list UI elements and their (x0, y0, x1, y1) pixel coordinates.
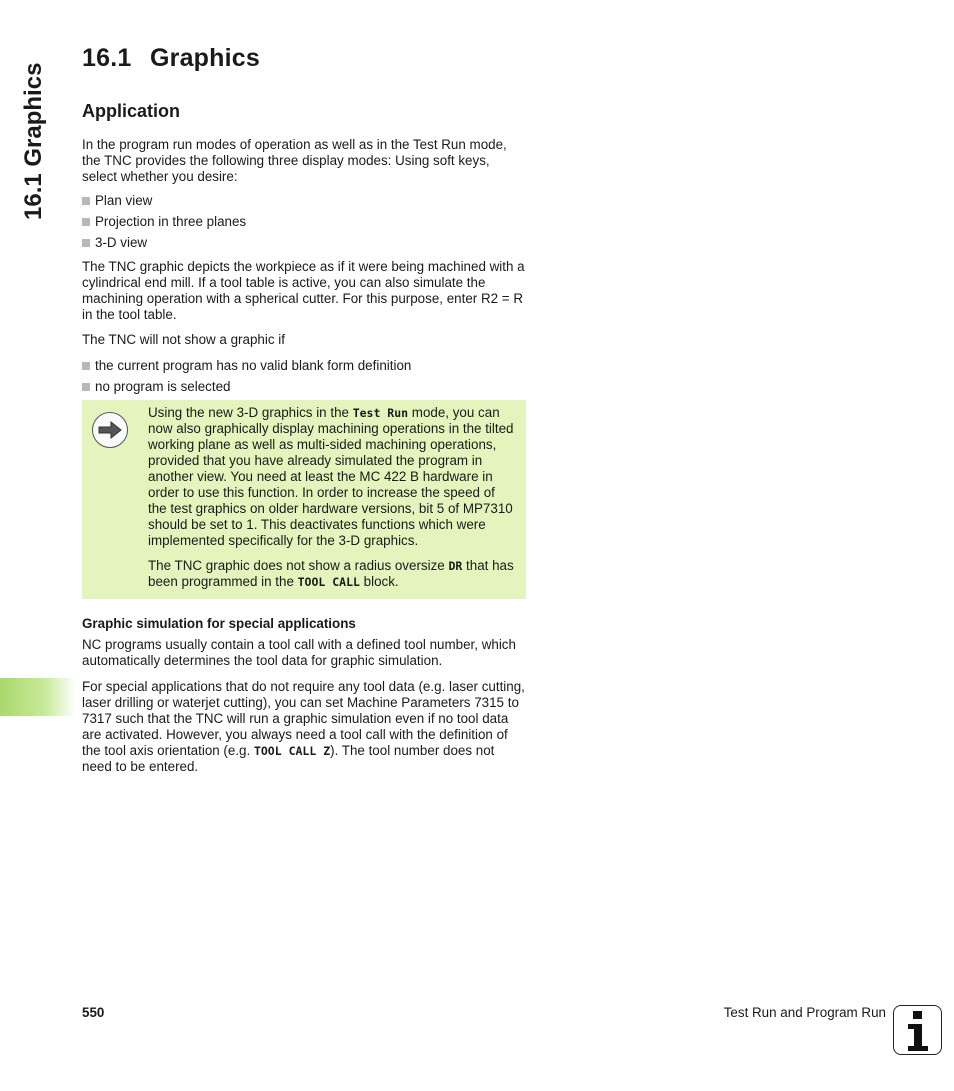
side-chapter-title-text: 16.1 Graphics (20, 62, 47, 220)
bullet-square-icon (82, 197, 90, 205)
list-item: 3-D view (82, 235, 526, 251)
section-number: 16.1 (82, 44, 132, 72)
bullet-square-icon (82, 218, 90, 226)
note-paragraph-2: The TNC graphic does not show a radius oversize DR that has been programmed in the TOOL CALL block. (148, 558, 514, 589)
nc-paragraph: NC programs usually contain a tool call with a defined tool number, which automatically determines the tool data for graphic simulation. (82, 637, 516, 668)
code-term: TOOL CALL Z (253, 744, 331, 758)
bullet-square-icon (82, 239, 90, 247)
chapter-tab-marker (0, 678, 76, 716)
no-graphic-paragraph: The TNC will not show a graphic if (82, 332, 285, 347)
intro-paragraph: In the program run modes of operation as well as in the Test Run mode, the TNC provides the following three display modes: Using soft keys, select whether you desire: (82, 137, 507, 184)
code-term: TOOL CALL (297, 575, 360, 589)
note-box (82, 400, 526, 599)
softkey-label: Test Run (352, 406, 409, 420)
list-item: the current program has no valid blank form definition (82, 358, 526, 374)
special-applications-paragraph: For special applications that do not require any tool data (e.g. laser cutting, laser drilling or waterjet cutting), you can set Machine Parameters 7315 to 7317 such that the TNC will run a graphic simulation even if no tool data are activated. However, you always need a tool call with the definition of the tool axis orientation (e.g. TOOL CALL Z). The tool number does not need to be entered. (82, 679, 525, 774)
arrow-right-icon (92, 412, 128, 448)
list-item: Projection in three planes (82, 214, 526, 230)
subsection-title: Application (82, 101, 180, 121)
code-term: DR (448, 559, 463, 573)
subheading: Graphic simulation for special applications (82, 616, 356, 631)
side-chapter-title (16, 50, 66, 220)
page-title (82, 44, 526, 73)
page-number: 550 (82, 1005, 105, 1020)
chapter-footer: Test Run and Program Run (723, 1005, 886, 1020)
list-item: Plan view (82, 193, 526, 209)
page-content (82, 44, 526, 775)
bullet-square-icon (82, 362, 90, 370)
bullet-square-icon (82, 383, 90, 391)
no-graphic-list (82, 358, 526, 395)
section-title: Graphics (150, 44, 260, 72)
list-item: no program is selected (82, 379, 526, 395)
note-paragraph-1: Using the new 3-D graphics in the Test Run mode, you can now also graphically display machining operations in the tilted working plane as well as multi-sided machining operations, provided that you have already simulated the program in another view. You need at least the MC 422 B hardware in order to use this function. In order to increase the speed of the test graphics on older hardware versions, bit 5 of MP7310 should be set to 1. This deactivates functions which were implemented specifically for the 3-D graphics. (148, 405, 514, 548)
cutter-paragraph: The TNC graphic depicts the workpiece as if it were being machined with a cylindrical end mill. If a tool table is active, you can also simulate the machining operation with a spherical cutter. For this purpose, enter R2 = R in the tool table. (82, 259, 525, 322)
info-icon (893, 1005, 942, 1055)
display-modes-list (82, 193, 526, 251)
